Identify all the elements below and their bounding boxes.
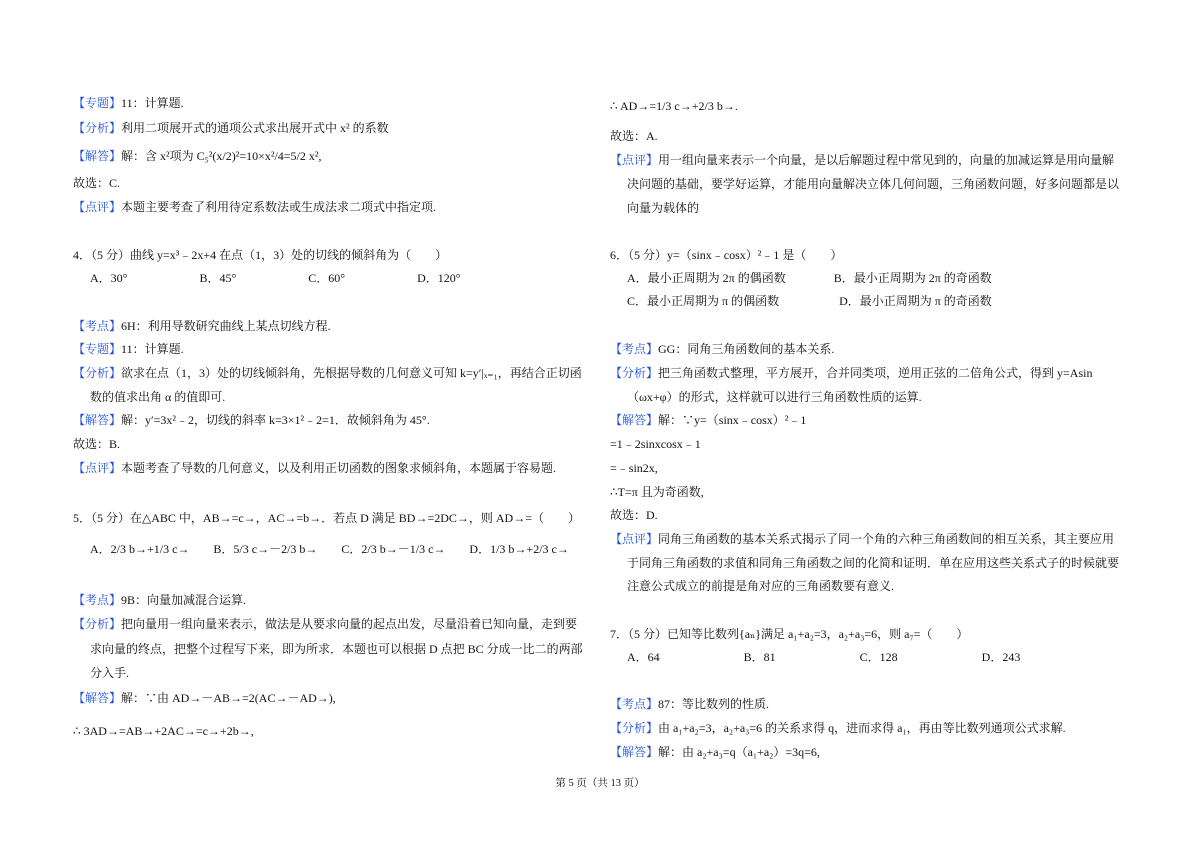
line-text: 11：计算题. [121,96,184,110]
line-text: 把向量用一组向量来表示，做法是从要求向量的起点出发，尽量沿着已知向量，走到要 [121,617,578,631]
label-tag: 【解答】 [73,413,122,427]
question-stem [73,510,580,526]
left-line [73,120,389,136]
right-line [610,128,658,144]
right-line [610,484,704,500]
label-tag: 【分析】 [73,366,122,380]
left-line [73,318,331,334]
line-text: =1﹣2sinxcosx﹣1 [610,437,701,451]
line-text: A．30° B．45° C．60° D．120° [90,271,461,285]
line-text: 把三角函数式整理，平方展开，合并同类项，逆用正弦的二倍角公式，得到 y=Asin [658,366,1093,380]
line-text: 故选：C. [73,176,121,190]
line-text: C．最小正周期为 π 的偶函数 D．最小正周期为 π 的奇函数 [627,294,992,308]
left-line [73,341,184,357]
line-text: 4．（5 分）曲线 y=x³﹣2x+4 在点（1，3）处的切线的倾斜角为（ ） [73,248,448,262]
line-text: 同角三角函数的基本关系式揭示了同一个角的六种三角函数间的相互关系，其主要应用 [658,532,1115,546]
label-tag: 【点评】 [73,461,122,475]
question-options [627,649,1020,665]
label-tag: 【专题】 [73,342,122,356]
left-line [90,665,129,681]
line-text: 故选：B. [73,437,121,451]
label-tag: 【考点】 [610,697,659,711]
left-line [73,436,120,452]
left-line [73,412,430,428]
question-stem [610,247,842,263]
left-line [73,592,246,608]
line-text: 6．（5 分）y=（sinx﹣cosx）²﹣1 是（ ） [610,248,843,262]
line-text: 本题考查了导数的几何意义，以及利用正切函数的图象求倾斜角，本题属于容易题. [121,461,557,475]
line-text: 决问题的基础，要学好运算，才能用向量解决立体几何问题，三角函数问题，好多问题都是以 [627,177,1120,191]
question-options [627,270,992,286]
left-line [90,389,225,405]
left-line [73,199,436,215]
page-footer: 第 5 页（共 13 页） [555,778,645,789]
right-line [610,460,658,476]
right-line [627,200,699,216]
line-text: 注意公式成立的前提是角对应的三角函数要有意义. [627,579,895,593]
right-line [610,152,1114,168]
line-text: 求向量的终点，把整个过程写下来，即为所求．本题也可以根据 D 点把 BC 分成一比二的两部 [90,642,583,656]
right-line [610,436,701,452]
right-line [610,744,820,760]
right-line [610,696,769,712]
line-text: 6H：利用导数研究曲线上某点切线方程. [121,319,331,333]
line-text: GG：同角三角函数间的基本关系. [658,342,835,356]
right-line [627,389,922,405]
line-text: 11：计算题. [121,342,184,356]
label-tag: 【专题】 [73,96,122,110]
line-text: 解：∵由 AD→－AB→=2(AC→－AD→), [121,691,336,705]
right-line [627,176,1119,192]
line-text: A．2/3 b→+1/3 c→ B．5/3 c→－2/3 b→ C．2/3 b→－1/3 c→ D．1/3 b→+2/3 c→ [90,542,569,556]
line-text: 由 a₁+a₂=3，a₂+a₃=6 的关系求得 q，进而求得 a₁，再由等比数列通项公式求解. [658,721,1066,735]
line-text: ∴T=π 且为奇函数, [610,485,704,499]
label-tag: 【解答】 [610,413,659,427]
right-line [610,531,1114,547]
question-options [90,270,461,286]
right-line [610,341,834,357]
line-text: 解：y′=3x²﹣2，切线的斜率 k=3×1²﹣2=1．故倾斜角为 45°. [121,413,430,427]
label-tag: 【解答】 [610,745,659,759]
line-text: 5．（5 分）在△ABC 中，AB→=c→，AC→=b→．若点 D 满足 BD→=2DC→，则 AD→=（ ） [73,511,580,525]
right-line [610,365,1092,381]
left-line [73,723,254,739]
left-line [73,175,120,191]
line-text: 解：∵y=（sinx﹣cosx）²﹣1 [658,413,807,427]
label-tag: 【考点】 [73,319,122,333]
left-line [73,148,322,164]
left-line [73,460,556,476]
label-tag: 【解答】 [73,691,122,705]
right-line [610,412,806,428]
label-tag: 【分析】 [73,121,122,135]
question-stem [610,626,968,642]
question-options [627,293,992,309]
right-line [610,98,738,114]
label-tag: 【点评】 [610,153,659,167]
label-tag: 【分析】 [610,721,659,735]
right-line [627,578,894,594]
line-text: 本题主要考查了利用待定系数法或生成法求二项式中指定项. [121,200,437,214]
line-text: 7．（5 分）已知等比数列{aₙ}满足 a₁+a₂=3，a₂+a₃=6，则 a₇=（ ） [610,627,969,641]
left-line [73,616,577,632]
line-text: ∴ AD→=1/3 c→+2/3 b→. [610,99,738,113]
line-text: 用一组向量来表示一个向量，是以后解题过程中常见到的，向量的加减运算是用向量解 [658,153,1115,167]
line-text: =﹣sin2x, [610,461,658,475]
line-text: 于同角三角函数的求值和同角三角函数之间的化简和证明．单在应用这些关系式子的时候就要 [627,556,1120,570]
line-text: ∴ 3AD→=AB→+2AC→=c→+2b→, [73,724,254,738]
right-line [627,555,1119,571]
label-tag: 【点评】 [610,532,659,546]
line-text: A．64 B．81 C．128 D．243 [627,650,1021,664]
line-text: （ωx+φ）的形式，这样就可以进行三角函数性质的运算. [627,390,922,404]
right-line [610,507,658,523]
line-text: 欲求在点（1，3）处的切线倾斜角，先根据导数的几何意义可知 k=y′|ₓ₌₁，再结合正切函 [121,366,582,380]
label-tag: 【点评】 [73,200,122,214]
line-text: A．最小正周期为 2π 的偶函数 B．最小正周期为 2π 的奇函数 [627,271,992,285]
line-text: 利用二项展开式的通项公式求出展开式中 x² 的系数 [121,121,389,135]
label-tag: 【考点】 [610,342,659,356]
line-text: 解：含 x²项为 C₅²(x/2)²=10×x²/4=5/2 x², [121,149,322,163]
label-tag: 【解答】 [73,149,122,163]
left-line [73,690,336,706]
label-tag: 【考点】 [73,593,122,607]
line-text: 故选：D. [610,508,658,522]
question-options [90,541,569,557]
line-text: 87：等比数列的性质. [658,697,770,711]
line-text: 数的值求出角 α 的值即可. [90,390,226,404]
left-line [90,641,583,657]
line-text: 向量为载体的 [627,201,700,215]
left-line [73,365,582,381]
label-tag: 【分析】 [610,366,659,380]
right-line [610,720,1066,736]
label-tag: 【分析】 [73,617,122,631]
line-text: 故选：A. [610,129,658,143]
question-stem [73,247,447,263]
line-text: 分入手. [90,666,130,680]
left-line [73,95,184,111]
line-text: 9B：向量加减混合运算. [121,593,247,607]
line-text: 解：由 a₂+a₃=q（a₁+a₂）=3q=6, [658,745,820,759]
